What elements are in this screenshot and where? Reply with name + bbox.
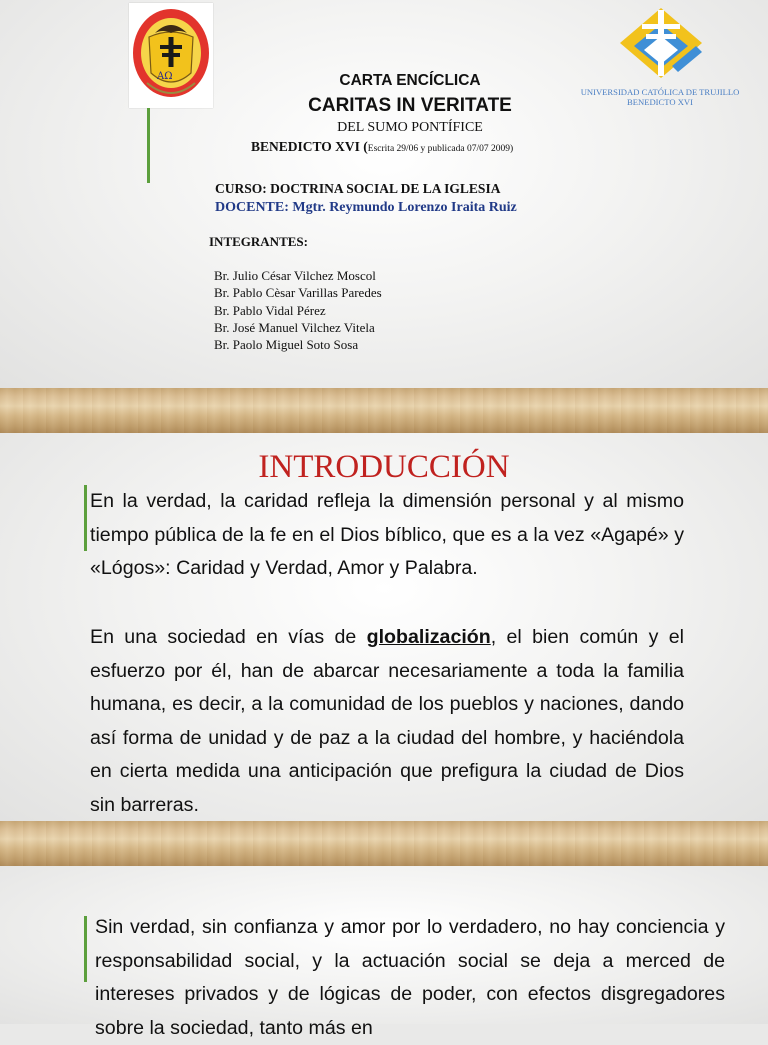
teacher-name: DOCENTE: Mgtr. Reymundo Lorenzo Iraita Ruiz	[215, 200, 517, 215]
university-name-line2: BENEDICTO XVI	[627, 97, 693, 107]
crest-emblem	[129, 3, 213, 108]
content-slide	[0, 866, 768, 1039]
accent-bar	[84, 916, 87, 982]
author-name: BENEDICTO XVI (	[251, 139, 368, 154]
section-title: INTRODUCCIÓN	[258, 449, 510, 485]
university-name-line1: UNIVERSIDAD CATÓLICA DE TRUJILLO	[580, 87, 740, 97]
member-item: Br. Paolo Miguel Soto Sosa	[214, 337, 359, 353]
document-type: CARTA ENCÍCLICA	[339, 72, 481, 89]
member-item: Br. José Manuel Vilchez Vitela	[214, 319, 375, 335]
author-line	[251, 138, 513, 156]
intro-paragraph-1: En la verdad, la caridad refleja la dimensión personal y al mismo tiempo pública de la fe en el Dios bíblico, que es a la vez «Agapé» y «Lógos»: Caridad y Verdad, Amor y Palabra.	[90, 490, 684, 579]
introduction-slide	[0, 433, 768, 821]
intro-paragraph-2	[90, 621, 684, 822]
wood-divider	[0, 821, 768, 866]
member-item: Br. Pablo Cèsar Varillas Paredes	[214, 285, 382, 301]
university-logo-icon	[618, 6, 704, 80]
course-name: CURSO: DOCTRINA SOCIAL DE LA IGLESIA	[215, 181, 501, 196]
members-list	[214, 267, 382, 353]
crest-letters: ΑΩ	[157, 71, 173, 82]
accent-bar	[84, 485, 87, 551]
document-subtitle: DEL SUMO PONTÍFICE	[337, 120, 483, 135]
author-note: Escrita 29/06 y publicada 07/07 2009)	[367, 144, 514, 154]
accent-bar	[147, 108, 150, 183]
members-heading: INTEGRANTES:	[209, 234, 308, 249]
cover-slide	[0, 0, 768, 388]
member-item: Br. Pablo Vidal Pérez	[214, 302, 326, 318]
university-crest	[129, 3, 213, 108]
university-name	[560, 87, 760, 107]
content-paragraph: Sin verdad, sin confianza y amor por lo verdadero, no hay conciencia y responsabilidad social, y la actuación social se deja a merced de intereses privados y de lógicas de poder, con efectos disgregadores sobre la sociedad, tanto más en	[95, 916, 725, 1039]
paragraph-text: , el bien común y el esfuerzo por él, han de abarcar necesariamente a toda la familia humana, es decir, a la comunidad de los pueblos y naciones, dando así forma de unidad y de paz a la ciudad del hombre, y haciéndola en cierta medida una anticipación que prefigura la ciudad de Dios sin barreras.	[90, 626, 684, 816]
wood-divider	[0, 388, 768, 433]
paragraph-text: En una sociedad en vías de	[90, 626, 367, 648]
document-title: CARITAS IN VERITATE	[308, 95, 512, 116]
highlighted-term: globalización	[366, 626, 491, 648]
member-item: Br. Julio César Vilchez Moscol	[214, 268, 376, 283]
